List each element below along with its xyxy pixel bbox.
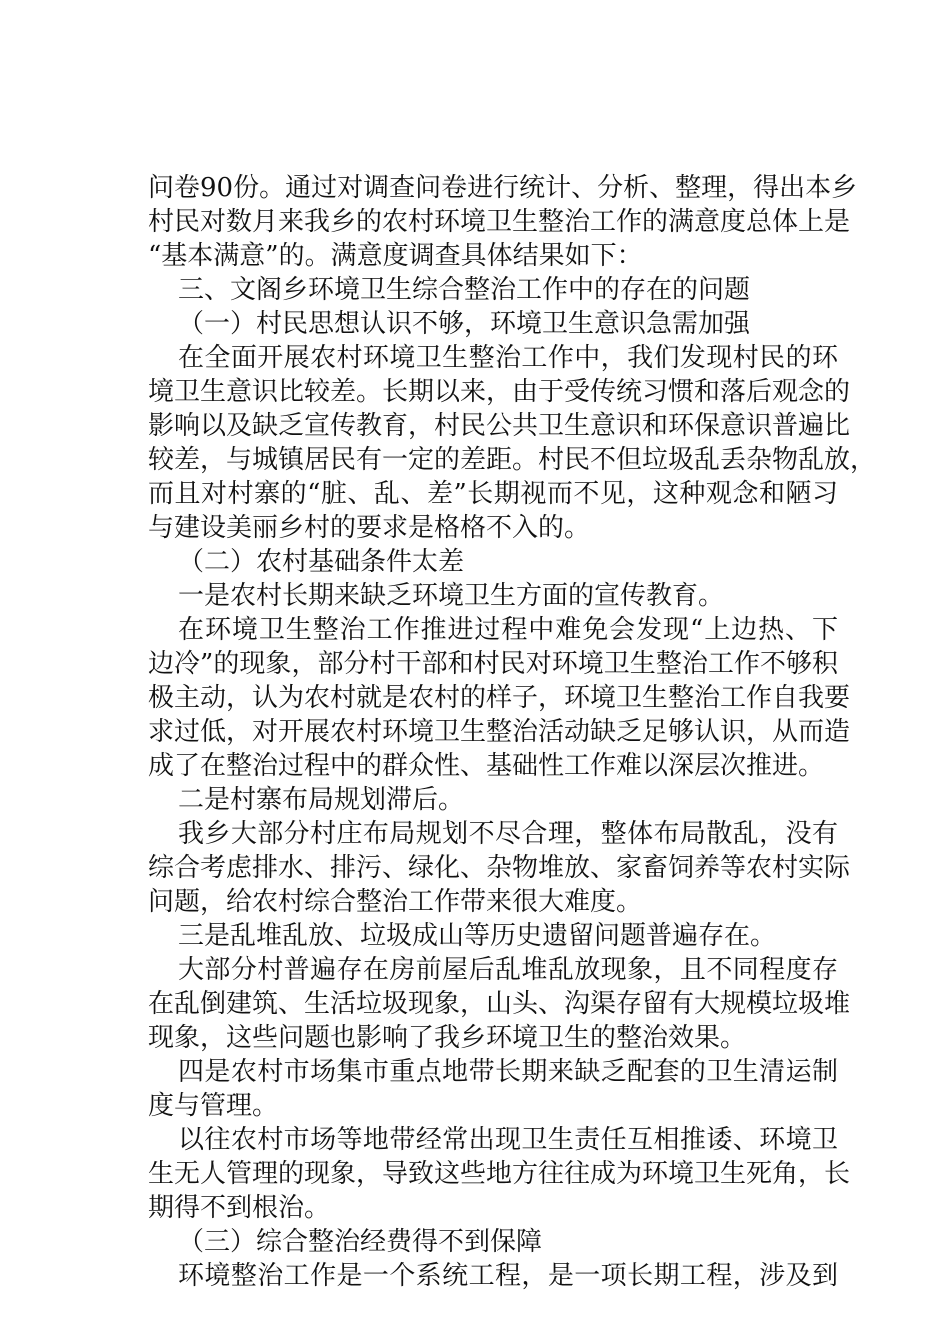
paragraph-line: 边冷”的现象，部分村干部和村民对环境卫生整治工作不够积 <box>148 649 838 679</box>
paragraph-line: 在乱倒建筑、生活垃圾现象，山头、沟渠存留有大规模垃圾堆 <box>148 989 851 1019</box>
paragraph-line: 四是农村市场集市重点地带长期来缺乏配套的卫生清运制 <box>178 1057 838 1087</box>
paragraph-line: 与建设美丽乡村的要求是格格不入的。 <box>148 513 591 543</box>
paragraph-line: 成了在整治过程中的群众性、基础性工作难以深层次推进。 <box>148 751 825 781</box>
paragraph-line: 在全面开展农村环境卫生整治工作中，我们发现村民的环 <box>178 343 838 373</box>
paragraph-line: 环境整治工作是一个系统工程，是一项长期工程，涉及到 <box>178 1261 838 1291</box>
paragraph-line: 一是农村长期来缺乏环境卫生方面的宣传教育。 <box>178 581 725 611</box>
paragraph-line: 问卷90份。通过对调查问卷进行统计、分析、整理，得出本乡 <box>148 173 858 203</box>
paragraph-line: 现象，这些问题也影响了我乡环境卫生的整治效果。 <box>148 1023 747 1053</box>
subsection-heading: （一）村民思想认识不够，环境卫生意识急需加强 <box>178 309 751 339</box>
paragraph-line: 境卫生意识比较差。长期以来，由于受传统习惯和落后观念的 <box>148 377 851 407</box>
paragraph-line: “基本满意”的。满意度调查具体结果如下： <box>148 241 643 271</box>
paragraph-line: 在环境卫生整治工作推进过程中难免会发现“上边热、下 <box>178 615 838 645</box>
paragraph-line: 三是乱堆乱放、垃圾成山等历史遗留问题普遍存在。 <box>178 921 777 951</box>
paragraph-line: 综合考虑排水、排污、绿化、杂物堆放、家畜饲养等农村实际 <box>148 853 851 883</box>
paragraph-line: 问题，给农村综合整治工作带来很大难度。 <box>148 887 643 917</box>
paragraph-line: 度与管理。 <box>148 1091 279 1121</box>
paragraph-line: 大部分村普遍存在房前屋后乱堆乱放现象，且不同程度存 <box>178 955 838 985</box>
paragraph-line: 村民对数月来我乡的农村环境卫生整治工作的满意度总体上是 <box>148 207 851 237</box>
paragraph-line: 影响以及缺乏宣传教育，村民公共卫生意识和环保意识普遍比 <box>148 411 851 441</box>
section-heading: 三、文阁乡环境卫生综合整治工作中的存在的问题 <box>178 275 751 305</box>
paragraph-line: 生无人管理的现象，导致这些地方往往成为环境卫生死角，长 <box>148 1159 851 1189</box>
paragraph-line: 而且对村寨的“脏、乱、差”长期视而不见，这种观念和陋习 <box>148 479 838 509</box>
paragraph-line: 较差，与城镇居民有一定的差距。村民不但垃圾乱丢杂物乱放， <box>148 445 877 475</box>
paragraph-line: 二是村寨布局规划滞后。 <box>178 785 465 815</box>
paragraph-line: 期得不到根治。 <box>148 1193 331 1223</box>
paragraph-line: 极主动，认为农村就是农村的样子，环境卫生整治工作自我要 <box>148 683 851 713</box>
paragraph-line: 我乡大部分村庄布局规划不尽合理，整体布局散乱，没有 <box>178 819 838 849</box>
subsection-heading: （二）农村基础条件太差 <box>178 547 465 577</box>
paragraph-line: 求过低，对开展农村环境卫生整治活动缺乏足够认识，从而造 <box>148 717 851 747</box>
subsection-heading: （三）综合整治经费得不到保障 <box>178 1227 543 1257</box>
paragraph-line: 以往农村市场等地带经常出现卫生责任互相推诿、环境卫 <box>178 1125 838 1155</box>
